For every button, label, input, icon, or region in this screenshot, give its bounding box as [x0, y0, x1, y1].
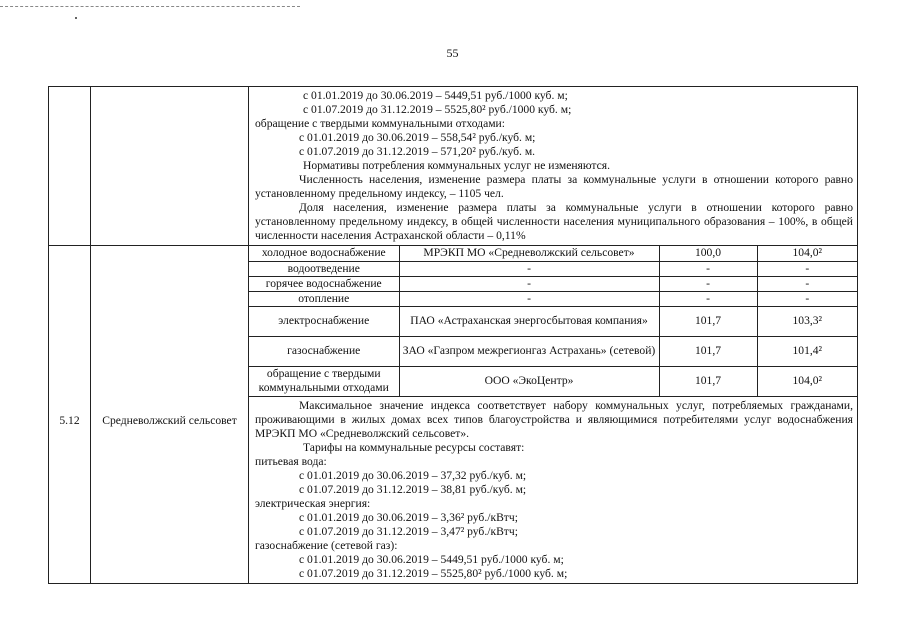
- tariff-line: с 01.01.2019 до 30.06.2019 – 37,32 руб./куб. м;: [299, 468, 527, 482]
- service-max: 104,0²: [757, 246, 857, 261]
- service-row: [249, 291, 857, 306]
- service-name: горячее водоснабжение: [249, 276, 399, 291]
- tariff-line: с 01.07.2019 до 31.12.2019 – 5525,80² руб./1000 куб. м;: [303, 103, 572, 116]
- scan-artifact-dot: [75, 17, 77, 19]
- tariff-heading: питьевая вода:: [255, 454, 327, 468]
- service-name: обращение с твердыми коммунальными отходами: [249, 366, 399, 396]
- scan-artifact-line: [0, 6, 300, 7]
- service-index: 100,0: [659, 246, 757, 261]
- tariff-line: с 01.07.2019 до 31.12.2019 – 38,81 руб./куб. м;: [299, 482, 527, 496]
- service-provider: ПАО «Астраханская энергосбытовая компания»: [399, 306, 659, 336]
- tariff-line: с 01.07.2019 до 31.12.2019 – 5525,80² руб./1000 куб. м;: [299, 566, 568, 580]
- service-max: 103,3²: [757, 306, 857, 336]
- service-max: -: [757, 276, 857, 291]
- tariff-heading: обращение с твердыми коммунальными отходами:: [255, 117, 505, 130]
- tariff-heading: газоснабжение (сетевой газ):: [255, 538, 398, 552]
- service-name: отопление: [249, 291, 399, 306]
- service-row: [249, 336, 857, 366]
- cell-details: [249, 246, 858, 584]
- row-5-12-text: [249, 397, 857, 583]
- service-row: [249, 306, 857, 336]
- tariff-line: с 01.01.2019 до 30.06.2019 – 5449,51 руб./1000 куб. м;: [303, 89, 568, 102]
- service-row: [249, 246, 857, 261]
- cell-name-empty: [91, 87, 249, 246]
- service-index: 101,7: [659, 336, 757, 366]
- paragraph: Доля населения, изменение размера платы за коммунальные услуги в отношении которого равно установленному предельному индексу, в общей численности населения муниципального образования – 100%, в общей численности населения Астраханской области – 0,11%: [255, 201, 853, 242]
- tariff-heading: электрическая энергия:: [255, 496, 371, 510]
- tariff-line: с 01.07.2019 до 31.12.2019 – 571,20² руб./куб. м.: [299, 145, 536, 158]
- page-number: 55: [446, 46, 459, 60]
- cell-number-empty: [49, 87, 91, 246]
- service-name: водоотведение: [249, 261, 399, 276]
- cell-text-continued: [249, 87, 858, 246]
- service-provider: -: [399, 261, 659, 276]
- service-index: -: [659, 276, 757, 291]
- service-max: 104,0²: [757, 366, 857, 396]
- service-name: газоснабжение: [249, 336, 399, 366]
- service-row: [249, 366, 857, 396]
- service-row: [249, 276, 857, 291]
- service-provider: ООО «ЭкоЦентр»: [399, 366, 659, 396]
- service-index: 101,7: [659, 366, 757, 396]
- paragraph: Тарифы на коммунальные ресурсы составят:: [303, 440, 525, 454]
- tariff-line: с 01.01.2019 до 30.06.2019 – 5449,51 руб./1000 куб. м;: [299, 552, 564, 566]
- service-provider: ЗАО «Газпром межрегионгаз Астрахань» (сетевой): [399, 336, 659, 366]
- service-provider: МРЭКП МО «Средневолжский сельсовет»: [399, 246, 659, 261]
- paragraph: Численность населения, изменение размера платы за коммунальные услуги в отношении которого равно установленному предельному индексу, – 1105 чел.: [255, 173, 853, 200]
- tariff-line: с 01.01.2019 до 30.06.2019 – 3,36² руб./кВтч;: [299, 510, 518, 524]
- table-row-continued: [49, 87, 858, 246]
- service-provider: -: [399, 276, 659, 291]
- tariff-line: с 01.01.2019 до 30.06.2019 – 558,54² руб./куб. м;: [299, 131, 536, 144]
- service-row: [249, 261, 857, 276]
- service-provider: -: [399, 291, 659, 306]
- paragraph: Максимальное значение индекса соответствует набору коммунальных услуг, потребляемых гражданами, проживающими в жилых домах всех типов благоустройства и являющимися потребителями услуг водоснабжения МРЭКП МО «Средневолжский сельсовет».: [255, 398, 853, 440]
- service-max: -: [757, 261, 857, 276]
- tariff-table: [48, 86, 858, 584]
- service-max: -: [757, 291, 857, 306]
- service-name: электроснабжение: [249, 306, 399, 336]
- paragraph: Нормативы потребления коммунальных услуг не изменяются.: [303, 159, 610, 172]
- service-index: -: [659, 291, 757, 306]
- services-table: [249, 246, 857, 397]
- service-index: 101,7: [659, 306, 757, 336]
- tariff-line: с 01.07.2019 до 31.12.2019 – 3,47² руб./кВтч;: [299, 524, 518, 538]
- row-number: 5.12: [49, 246, 91, 584]
- table-row-5-12: [49, 246, 858, 584]
- municipality-name: Средневолжский сельсовет: [91, 246, 249, 584]
- service-name: холодное водоснабжение: [249, 246, 399, 261]
- service-max: 101,4²: [757, 336, 857, 366]
- service-index: -: [659, 261, 757, 276]
